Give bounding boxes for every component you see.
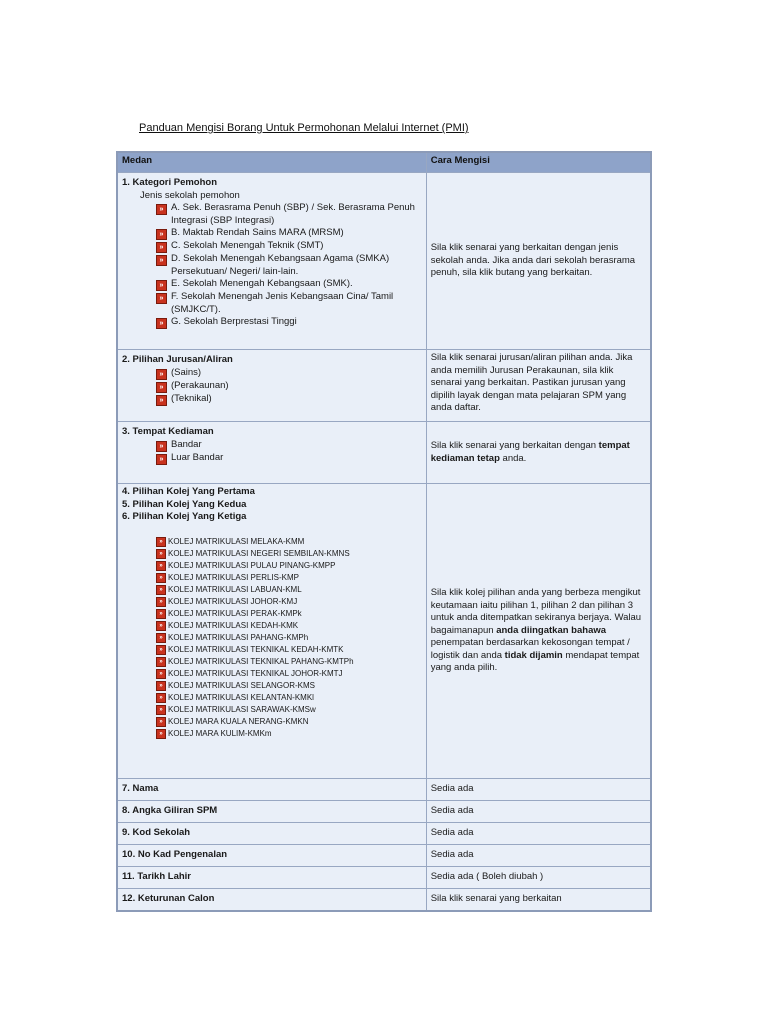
- kolej-label: KOLEJ MARA KULIM-KMKm: [168, 728, 272, 738]
- option-item[interactable]: » F. Sekolah Menengah Jenis Kebangsaan Cina/ Tamil (SMJKC/T).: [122, 291, 422, 316]
- kolej-option[interactable]: [122, 596, 422, 608]
- arrow-icon: »: [156, 645, 166, 655]
- kolej-label: KOLEJ MATRIKULASI PERLIS-KMP: [168, 572, 299, 582]
- document-title: Panduan Mengisi Borang Untuk Permohonan Melalui Internet (PMI): [139, 122, 469, 134]
- table-row: [117, 350, 651, 422]
- option-item[interactable]: » C. Sekolah Menengah Teknik (SMT): [122, 240, 422, 253]
- kolej-label: KOLEJ MATRIKULASI SELANGOR-KMS: [168, 680, 315, 690]
- arrow-icon: »: [156, 609, 166, 619]
- arrow-icon: »: [156, 717, 166, 727]
- kolej-option[interactable]: [122, 536, 422, 548]
- kolej-option[interactable]: [122, 608, 422, 620]
- arrow-icon: »: [156, 561, 166, 571]
- field-cell: 12. Keturunan Calon: [117, 889, 426, 912]
- table-row: [117, 889, 651, 912]
- kolej-option[interactable]: [122, 620, 422, 632]
- kolej-option[interactable]: [122, 584, 422, 596]
- field-cell: [117, 484, 426, 779]
- section-title: 5. Pilihan Kolej Yang Kedua: [122, 498, 247, 510]
- option-item[interactable]: » (Sains): [122, 367, 422, 380]
- arrow-icon: »: [156, 705, 166, 715]
- kolej-label: KOLEJ MATRIKULASI TEKNIKAL JOHOR-KMTJ: [168, 668, 343, 678]
- kolej-label: KOLEJ MATRIKULASI PAHANG-KMPh: [168, 632, 309, 642]
- arrow-icon: »: [156, 454, 167, 465]
- arrow-icon: »: [156, 318, 167, 329]
- kolej-label: KOLEJ MATRIKULASI KELANTAN-KMKl: [168, 692, 314, 702]
- kolej-option[interactable]: [122, 716, 422, 728]
- section-title: 2. Pilihan Jurusan/Aliran: [122, 354, 233, 365]
- kolej-label: KOLEJ MATRIKULASI TEKNIKAL KEDAH-KMTK: [168, 644, 344, 654]
- arrow-icon: »: [156, 585, 166, 595]
- table-header-row: [117, 152, 651, 173]
- arrow-icon: »: [156, 293, 167, 304]
- arrow-icon: »: [156, 255, 167, 266]
- description-cell: Sila klik senarai jurusan/aliran pilihan anda. Jika anda memilih Jurusan Perakaunan, sila klik senarai yang berkaitan. Pastikan jurusan yang dipilih layak dengan mata pelajaran SPM yang anda daftar.: [426, 350, 651, 422]
- description-cell: Sila klik kolej pilihan anda yang berbeza mengikut keutamaan iaitu pilihan 1, pilihan 2 dan pilihan 3 untuk anda ditempatkan sekiranya berjaya. Walau bagaimanapun anda diingatkan bahawa penempatan berdasarkan kekosongan tempat / logistik dan anda tidak dijamin mendapat tempat yang anda pilih.: [426, 484, 651, 779]
- option-item[interactable]: » E. Sekolah Menengah Kebangsaan (SMK).: [122, 278, 422, 291]
- description-cell: Sila klik senarai yang berkaitan dengan jenis sekolah anda. Jika anda dari sekolah berasrama penuh, sila klik butang yang berkaitan.: [426, 173, 651, 350]
- table-row: [117, 779, 651, 801]
- kolej-list: [122, 536, 422, 740]
- description-cell: Sila klik senarai yang berkaitan: [426, 889, 651, 912]
- kolej-option[interactable]: [122, 560, 422, 572]
- header-cara-mengisi: Cara Mengisi: [426, 152, 651, 173]
- arrow-icon: »: [156, 382, 167, 393]
- kolej-label: KOLEJ MATRIKULASI SARAWAK-KMSw: [168, 704, 316, 714]
- arrow-icon: »: [156, 657, 166, 667]
- field-cell: 10. No Kad Pengenalan: [117, 845, 426, 867]
- section-title: 6. Pilihan Kolej Yang Ketiga: [122, 511, 247, 522]
- arrow-icon: »: [156, 633, 166, 643]
- kolej-label: KOLEJ MATRIKULASI TEKNIKAL PAHANG-KMTPh: [168, 656, 354, 666]
- option-item[interactable]: » (Perakaunan): [122, 380, 422, 393]
- table-row: [117, 484, 651, 779]
- kolej-option[interactable]: [122, 548, 422, 560]
- kolej-option[interactable]: [122, 668, 422, 680]
- header-medan: Medan: [117, 152, 426, 173]
- arrow-icon: »: [156, 537, 166, 547]
- arrow-icon: »: [156, 441, 167, 452]
- field-cell: 7. Nama: [117, 779, 426, 801]
- kolej-option[interactable]: [122, 572, 422, 584]
- kolej-label: KOLEJ MATRIKULASI KEDAH-KMK: [168, 620, 299, 630]
- description-cell: Sedia ada: [426, 823, 651, 845]
- arrow-icon: »: [156, 573, 166, 583]
- arrow-icon: »: [156, 395, 167, 406]
- field-cell: [117, 350, 426, 422]
- kolej-option[interactable]: [122, 680, 422, 692]
- arrow-icon: »: [156, 549, 166, 559]
- arrow-icon: »: [156, 369, 167, 380]
- option-item[interactable]: » A. Sek. Berasrama Penuh (SBP) / Sek. Berasrama Penuh Integrasi (SBP Integrasi): [122, 202, 422, 227]
- field-cell: [117, 422, 426, 484]
- table-row: [117, 845, 651, 867]
- description-cell: Sedia ada: [426, 801, 651, 823]
- arrow-icon: »: [156, 729, 166, 739]
- kolej-label: KOLEJ MATRIKULASI PULAU PINANG-KMPP: [168, 560, 336, 570]
- kolej-option[interactable]: [122, 644, 422, 656]
- arrow-icon: »: [156, 229, 167, 240]
- table-row: [117, 422, 651, 484]
- kolej-label: KOLEJ MATRIKULASI LABUAN-KML: [168, 584, 302, 594]
- option-item[interactable]: » G. Sekolah Berprestasi Tinggi: [122, 316, 422, 329]
- section-title: 3. Tempat Kediaman: [122, 426, 214, 437]
- arrow-icon: »: [156, 242, 167, 253]
- arrow-icon: »: [156, 669, 166, 679]
- form-guide-table: [116, 151, 652, 912]
- table-row: [117, 867, 651, 889]
- field-cell: 9. Kod Sekolah: [117, 823, 426, 845]
- table-row: [117, 173, 651, 350]
- kolej-option[interactable]: [122, 704, 422, 716]
- description-cell: Sila klik senarai yang berkaitan dengan tempat kediaman tetap anda.: [426, 422, 651, 484]
- option-item[interactable]: » (Teknikal): [122, 393, 422, 406]
- kolej-option[interactable]: [122, 692, 422, 704]
- description-cell: Sedia ada ( Boleh diubah ): [426, 867, 651, 889]
- arrow-icon: »: [156, 280, 167, 291]
- arrow-icon: »: [156, 681, 166, 691]
- option-item[interactable]: » Bandar: [122, 439, 422, 452]
- arrow-icon: »: [156, 597, 166, 607]
- field-cell: 11. Tarikh Lahir: [117, 867, 426, 889]
- field-cell: [117, 173, 426, 350]
- description-cell: Sedia ada: [426, 845, 651, 867]
- table-row: [117, 823, 651, 845]
- kolej-label: KOLEJ MATRIKULASI PERAK-KMPk: [168, 608, 302, 618]
- option-item[interactable]: » B. Maktab Rendah Sains MARA (MRSM): [122, 227, 422, 240]
- kolej-label: KOLEJ MATRIKULASI JOHOR-KMJ: [168, 596, 298, 606]
- section-title: 1. Kategori Pemohon: [122, 177, 218, 188]
- field-cell: 8. Angka Giliran SPM: [117, 801, 426, 823]
- kolej-label: KOLEJ MATRIKULASI NEGERI SEMBILAN-KMNS: [168, 548, 350, 558]
- option-item[interactable]: » Luar Bandar: [122, 452, 422, 465]
- option-item[interactable]: » D. Sekolah Menengah Kebangsaan Agama (SMKA) Persekutuan/ Negeri/ lain-lain.: [122, 253, 422, 278]
- description-cell: Sedia ada: [426, 779, 651, 801]
- table-row: [117, 801, 651, 823]
- arrow-icon: »: [156, 621, 166, 631]
- kolej-option[interactable]: [122, 656, 422, 668]
- section-subtitle: Jenis sekolah pemohon: [140, 189, 240, 201]
- section-title: 4. Pilihan Kolej Yang Pertama: [122, 486, 255, 497]
- kolej-option[interactable]: [122, 632, 422, 644]
- arrow-icon: »: [156, 204, 167, 215]
- kolej-label: KOLEJ MARA KUALA NERANG-KMKN: [168, 716, 309, 726]
- kolej-option[interactable]: [122, 728, 422, 740]
- kolej-label: KOLEJ MATRIKULASI MELAKA-KMM: [168, 536, 305, 546]
- arrow-icon: »: [156, 693, 166, 703]
